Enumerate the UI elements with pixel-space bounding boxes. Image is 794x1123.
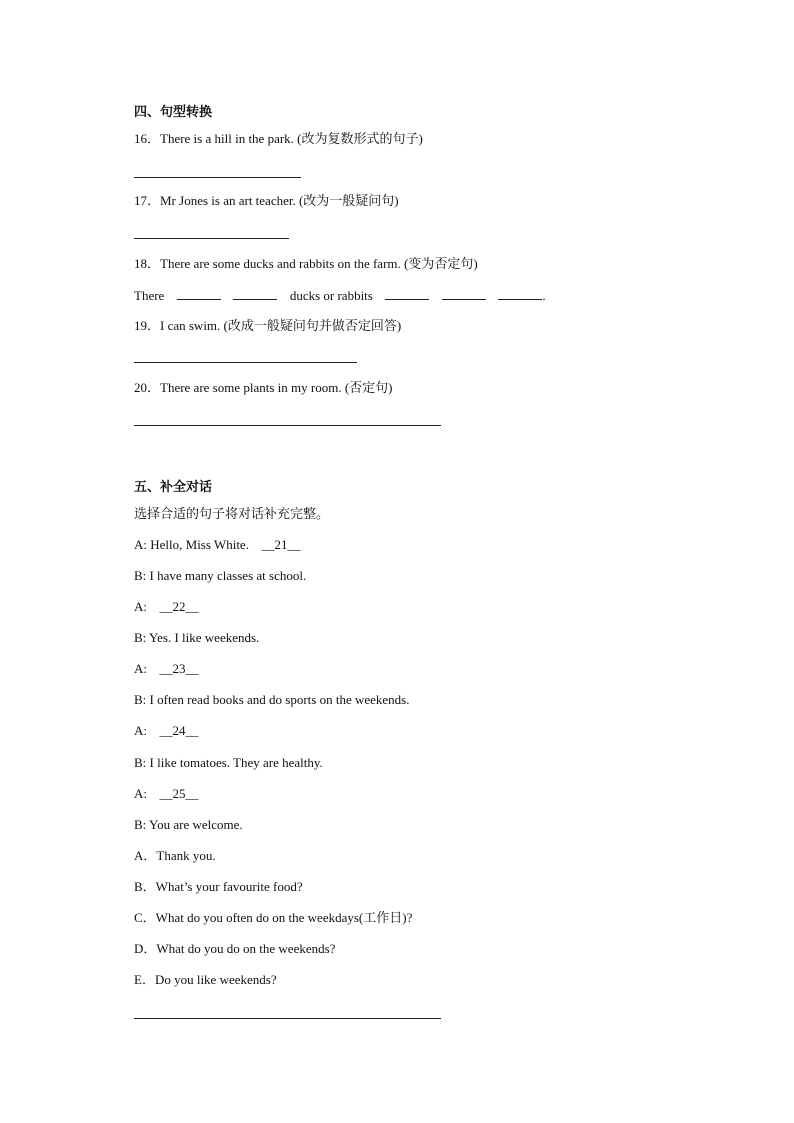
dialog-blank-22[interactable]: __22__ <box>159 599 199 614</box>
question-18: 18．There are some ducks and rabbits on the farm. (变为否定句) <box>134 256 478 271</box>
q18-blank-1[interactable] <box>177 287 221 300</box>
dialog-blank-25[interactable]: __25__ <box>159 786 199 801</box>
dialog-line-6: B: I often read books and do sports on the weekends. <box>134 692 410 707</box>
answer-line-20[interactable] <box>134 425 441 426</box>
section-4-heading: 四、句型转换 <box>134 104 213 119</box>
option-e: E．Do you like weekends? <box>134 972 277 987</box>
dialog-line-1 <box>134 537 300 553</box>
option-c: C．What do you often do on the weekdays(工作日)? <box>134 910 413 925</box>
q18-words-ducks: ducks or rabbits <box>289 288 373 303</box>
q18-blank-3[interactable] <box>385 287 429 300</box>
dialog-line-3 <box>134 599 199 615</box>
dialog-blank-21[interactable]: __21__ <box>261 537 301 552</box>
option-b: B．What’s your favourite food? <box>134 879 303 894</box>
dialog-line-5 <box>134 661 199 677</box>
option-a: A．Thank you. <box>134 848 216 863</box>
q18-blank-5[interactable] <box>498 287 542 300</box>
dialog-line-9-text: A: <box>134 786 147 801</box>
q18-blank-2[interactable] <box>233 287 277 300</box>
dialog-line-2: B: I have many classes at school. <box>134 568 307 583</box>
dialog-line-7-text: A: <box>134 723 147 738</box>
dialog-blank-23[interactable]: __23__ <box>159 661 199 676</box>
option-d: D．What do you do on the weekends? <box>134 941 336 956</box>
question-18-fill <box>134 287 546 304</box>
dialog-line-1-text: A: Hello, Miss White. <box>134 537 249 552</box>
answer-line-19[interactable] <box>134 362 357 363</box>
question-19: 19．I can swim. (改成一般疑问句并做否定回答) <box>134 318 402 333</box>
dialog-line-5-text: A: <box>134 661 147 676</box>
question-16: 16．There is a hill in the park. (改为复数形式的句子) <box>134 131 423 146</box>
question-17: 17．Mr Jones is an art teacher. (改为一般疑问句) <box>134 193 399 208</box>
q18-period: . <box>542 288 546 303</box>
q18-word-there: There <box>134 288 165 303</box>
question-20: 20．There are some plants in my room. (否定句) <box>134 380 393 395</box>
dialog-line-7 <box>134 723 199 739</box>
dialog-line-3-text: A: <box>134 599 147 614</box>
dialog-line-8: B: I like tomatoes. They are healthy. <box>134 755 323 770</box>
section-5-instruction: 选择合适的句子将对话补充完整。 <box>134 506 330 521</box>
dialog-line-9 <box>134 786 199 802</box>
section-5-heading: 五、补全对话 <box>134 479 213 494</box>
dialog-line-10: B: You are welcome. <box>134 817 243 832</box>
answer-line-16[interactable] <box>134 177 301 178</box>
answer-line-17[interactable] <box>134 238 289 239</box>
dialog-line-4: B: Yes. I like weekends. <box>134 630 260 645</box>
dialog-blank-24[interactable]: __24__ <box>159 723 199 738</box>
q18-blank-4[interactable] <box>442 287 486 300</box>
answer-line-dialog[interactable] <box>134 1018 441 1019</box>
